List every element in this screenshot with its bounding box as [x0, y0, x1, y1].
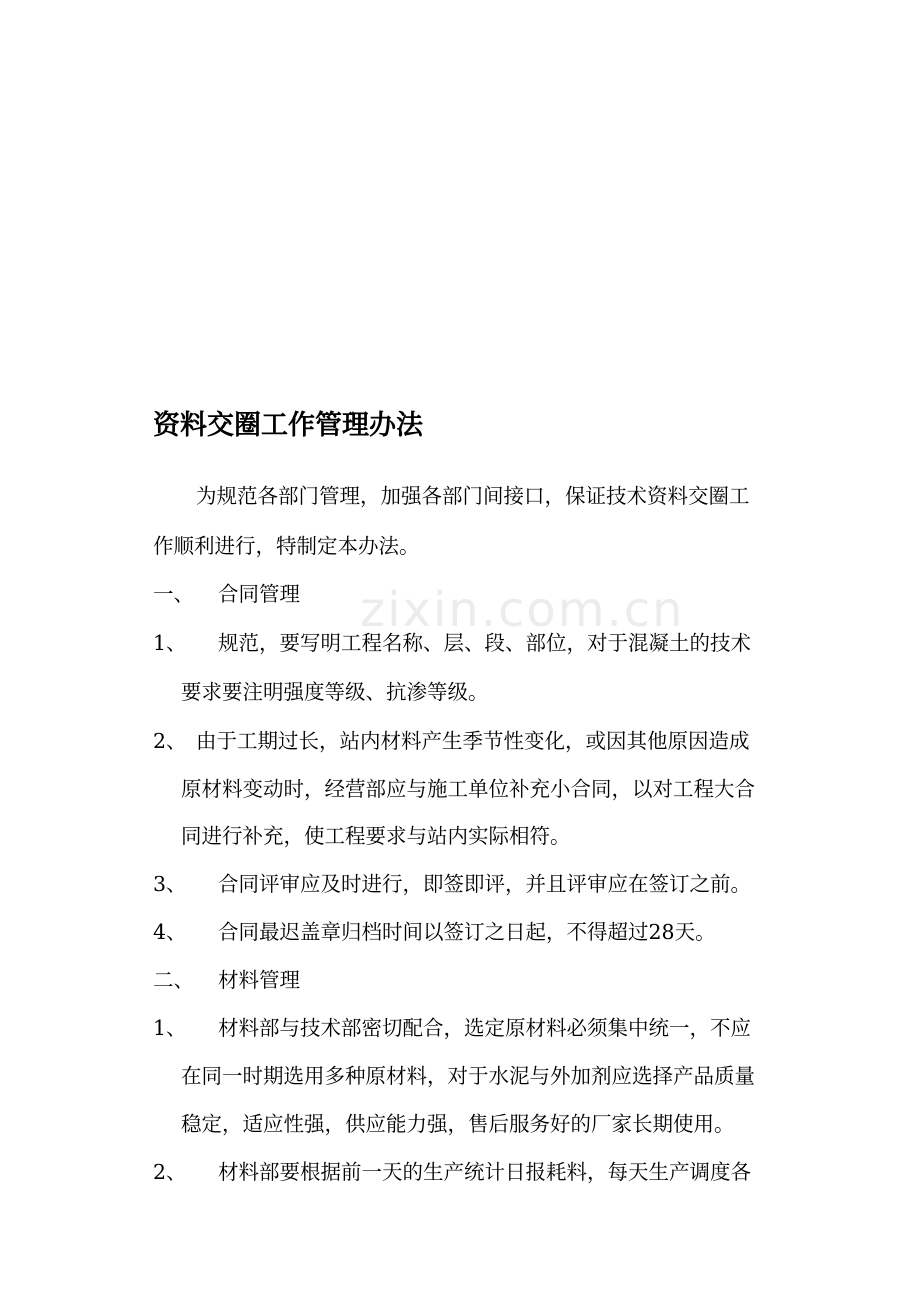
s2-item-2-number: 2、	[153, 1160, 187, 1184]
intro-line-2: 作顺利进行，特制定本办法。	[153, 534, 420, 558]
s1-item-3-number: 3、	[153, 872, 187, 896]
s1-item-3-line-1: 合同评审应及时进行，即签即评，并且评审应在签订之前。	[218, 872, 751, 896]
section-1-heading: 合同管理	[218, 582, 300, 606]
s1-item-2-line-3: 同进行补充，使工程要求与站内实际相符。	[181, 824, 571, 848]
section-2-heading: 材料管理	[218, 968, 300, 992]
s2-item-1-line-3: 稳定，适应性强，供应能力强，售后服务好的厂家长期使用。	[181, 1112, 735, 1136]
s2-item-1-line-2: 在同一时期选用多种原材料，对于水泥与外加剂应选择产品质量	[181, 1064, 755, 1088]
s1-item-1-line-2: 要求要注明强度等级、抗渗等级。	[181, 680, 489, 704]
intro-line-1: 为规范各部门管理，加强各部门间接口，保证技术资料交圈工	[196, 484, 750, 508]
section-2-marker: 二、	[153, 968, 194, 992]
document-title: 资料交圈工作管理办法	[153, 410, 423, 441]
s1-item-2-number: 2、	[153, 729, 187, 753]
s2-item-2-line-1: 材料部要根据前一天的生产统计日报耗料，每天生产调度各	[218, 1160, 751, 1184]
s1-item-4-line-1: 合同最迟盖章归档时间以签订之日起，不得超过28天。	[218, 920, 716, 944]
s2-item-1-line-1: 材料部与技术部密切配合，选定原材料必须集中统一，不应	[218, 1016, 751, 1040]
s2-item-1-number: 1、	[153, 1016, 187, 1040]
s1-item-4-number: 4、	[153, 920, 187, 944]
s1-item-2-line-2: 原材料变动时，经营部应与施工单位补充小合同，以对工程大合	[181, 777, 755, 801]
s1-item-2-line-1: 由于工期过长，站内材料产生季节性变化，或因其他原因造成	[196, 729, 750, 753]
s1-item-1-line-1: 规范，要写明工程名称、层、段、部位，对于混凝土的技术	[218, 631, 751, 655]
section-1-marker: 一、	[153, 582, 194, 606]
s1-item-1-number: 1、	[153, 631, 187, 655]
watermark: zixin.com.cn	[360, 582, 685, 638]
